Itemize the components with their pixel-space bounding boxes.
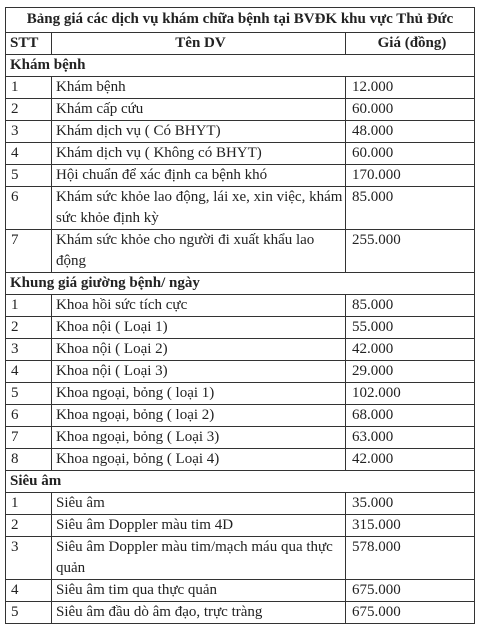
table-title: Bảng giá các dịch vụ khám chữa bệnh tại BVĐK khu vực Thủ Đức: [6, 8, 475, 33]
service-name: Siêu âm: [52, 493, 346, 515]
table-row: [6, 405, 475, 427]
row-number: 4: [6, 143, 52, 165]
section-title: Khám bệnh: [6, 55, 475, 77]
table-row: [6, 143, 475, 165]
row-number: 2: [6, 99, 52, 121]
service-name: Khoa nội ( Loại 3): [52, 361, 346, 383]
header-price: Giá (đồng): [346, 33, 475, 55]
table-row: [6, 187, 475, 230]
row-number: 1: [6, 493, 52, 515]
service-price: 60.000: [346, 143, 475, 165]
table-row: [6, 99, 475, 121]
row-number: 4: [6, 580, 52, 602]
row-number: 7: [6, 427, 52, 449]
table-row: [6, 449, 475, 471]
service-price: 85.000: [346, 295, 475, 317]
table-row: [6, 295, 475, 317]
service-name: Khoa nội ( Loại 1): [52, 317, 346, 339]
table-row: [6, 537, 475, 580]
service-price: 29.000: [346, 361, 475, 383]
row-number: 3: [6, 537, 52, 580]
row-number: 6: [6, 187, 52, 230]
row-number: 6: [6, 405, 52, 427]
header-row: [6, 33, 475, 55]
header-service-name: Tên DV: [52, 33, 346, 55]
service-name: Khám dịch vụ ( Không có BHYT): [52, 143, 346, 165]
price-table-container: [5, 7, 475, 624]
service-name: Siêu âm đầu dò âm đạo, trực tràng: [52, 602, 346, 624]
service-name: Khoa ngoại, bỏng ( loại 1): [52, 383, 346, 405]
service-price: 42.000: [346, 449, 475, 471]
service-name: Hội chuẩn để xác định ca bệnh khó: [52, 165, 346, 187]
row-number: 5: [6, 602, 52, 624]
table-row: [6, 427, 475, 449]
table-row: [6, 493, 475, 515]
service-name: Siêu âm Doppler màu tim/mạch máu qua thực quản: [52, 537, 346, 580]
service-price: 675.000: [346, 602, 475, 624]
service-price: 170.000: [346, 165, 475, 187]
row-number: 3: [6, 339, 52, 361]
row-number: 3: [6, 121, 52, 143]
service-price: 255.000: [346, 230, 475, 273]
service-name: Khám sức khỏe cho người đi xuất khẩu lao động: [52, 230, 346, 273]
service-name: Khoa ngoại, bỏng ( loại 2): [52, 405, 346, 427]
table-row: [6, 580, 475, 602]
row-number: 5: [6, 165, 52, 187]
table-row: [6, 383, 475, 405]
table-row: [6, 602, 475, 624]
service-price: 102.000: [346, 383, 475, 405]
table-row: [6, 361, 475, 383]
table-row: [6, 339, 475, 361]
service-price: 85.000: [346, 187, 475, 230]
row-number: 2: [6, 317, 52, 339]
section-title: Siêu âm: [6, 471, 475, 493]
table-row: [6, 230, 475, 273]
service-name: Khám bệnh: [52, 77, 346, 99]
service-name: Siêu âm Doppler màu tim 4D: [52, 515, 346, 537]
row-number: 5: [6, 383, 52, 405]
row-number: 7: [6, 230, 52, 273]
table-row: [6, 317, 475, 339]
service-price: 675.000: [346, 580, 475, 602]
header-stt: STT: [6, 33, 52, 55]
service-price: 48.000: [346, 121, 475, 143]
row-number: 8: [6, 449, 52, 471]
service-price: 35.000: [346, 493, 475, 515]
table-row: [6, 165, 475, 187]
service-name: Khoa ngoại, bỏng ( Loại 3): [52, 427, 346, 449]
section-row: [6, 273, 475, 295]
price-table: [5, 7, 475, 624]
table-row: [6, 121, 475, 143]
section-title: Khung giá giường bệnh/ ngày: [6, 273, 475, 295]
service-name: Khám cấp cứu: [52, 99, 346, 121]
service-price: 578.000: [346, 537, 475, 580]
service-price: 60.000: [346, 99, 475, 121]
service-price: 12.000: [346, 77, 475, 99]
section-row: [6, 55, 475, 77]
service-name: Khoa hồi sức tích cực: [52, 295, 346, 317]
service-name: Siêu âm tim qua thực quản: [52, 580, 346, 602]
service-price: 55.000: [346, 317, 475, 339]
service-price: 68.000: [346, 405, 475, 427]
service-price: 315.000: [346, 515, 475, 537]
row-number: 4: [6, 361, 52, 383]
service-price: 63.000: [346, 427, 475, 449]
service-price: 42.000: [346, 339, 475, 361]
row-number: 1: [6, 77, 52, 99]
table-row: [6, 515, 475, 537]
service-name: Khám dịch vụ ( Có BHYT): [52, 121, 346, 143]
table-body: [6, 55, 475, 624]
service-name: Khoa nội ( Loại 2): [52, 339, 346, 361]
row-number: 2: [6, 515, 52, 537]
section-row: [6, 471, 475, 493]
row-number: 1: [6, 295, 52, 317]
service-name: Khám sức khỏe lao động, lái xe, xin việc, khám sức khỏe định kỳ: [52, 187, 346, 230]
table-row: [6, 77, 475, 99]
service-name: Khoa ngoại, bỏng ( Loại 4): [52, 449, 346, 471]
